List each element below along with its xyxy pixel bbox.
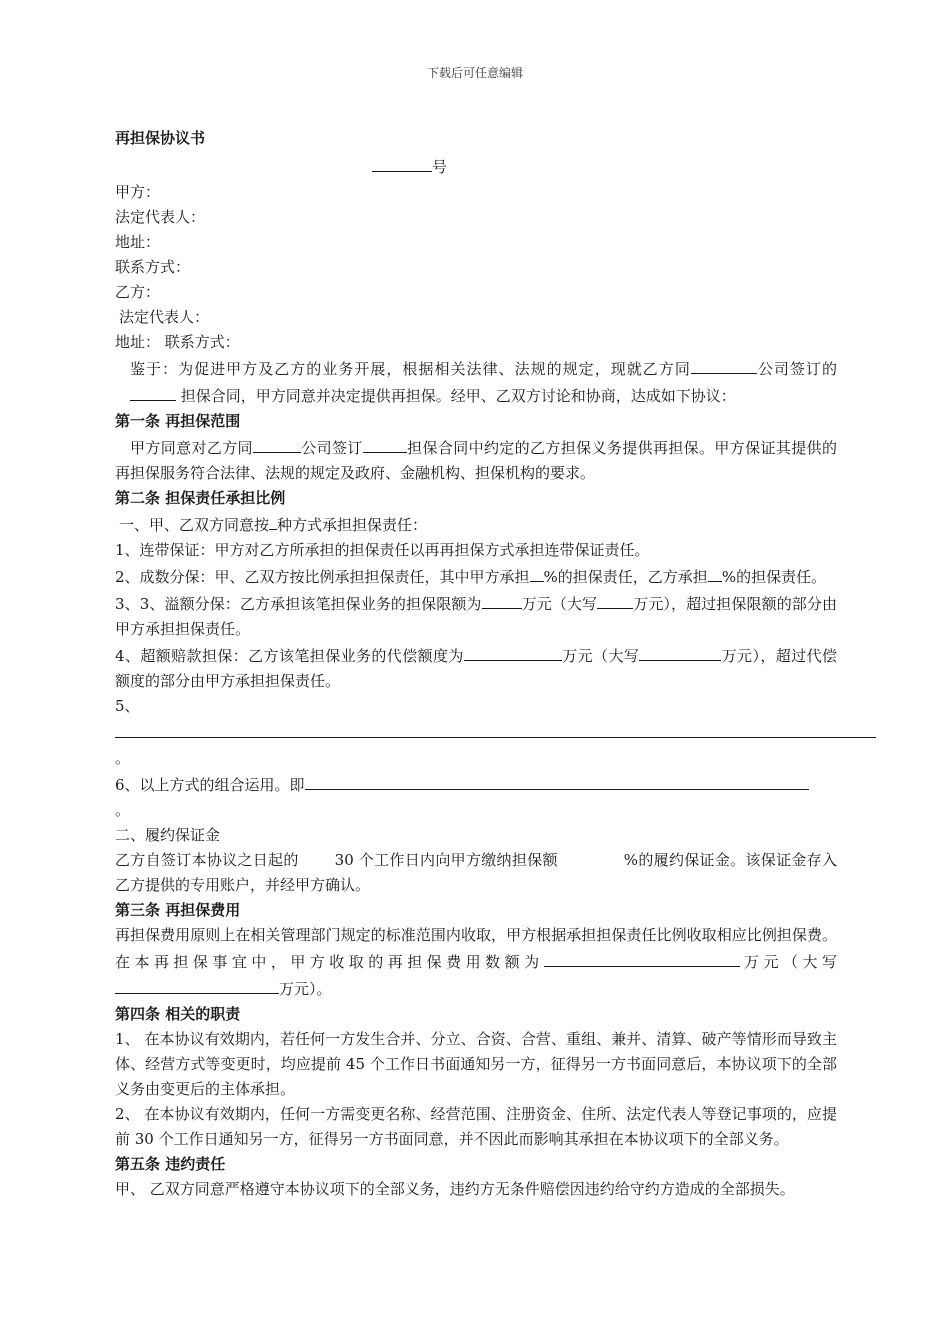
article-2-item-3: 3、3、溢额分保：乙方承担该笔担保业务的担保限额为 万元（大写 万元），超过担保限额的部分由甲方承担担保责任。 bbox=[115, 590, 837, 642]
contract-blank bbox=[363, 434, 407, 453]
document-body bbox=[115, 126, 837, 1202]
article-5-text: 甲、 乙双方同意严格遵守本协议项下的全部义务，违约方无条件赔偿因违约给守约方造成的全部损失。 bbox=[115, 1180, 795, 1198]
article-4-heading: 第四条 相关的职责 bbox=[115, 1005, 241, 1023]
party-a-rep: 法定代表人： bbox=[115, 208, 206, 226]
article-2-item-4: 4、超额赔款担保：乙方该笔担保业务的代偿额度为 万元（大写 万元），超过代偿额度的部分由甲方承担担保责任。 bbox=[115, 642, 837, 694]
article-1-text: 甲方同意对乙方同 公司签订 担保合同中约定的乙方担保义务提供再担保。甲方保证其提供的再担保服务符合法律、法规的规定及政府、金融机构、担保机构的要求。 bbox=[115, 434, 837, 486]
company-blank bbox=[253, 434, 301, 453]
article-1-heading: 第一条 再担保范围 bbox=[115, 412, 241, 430]
article-3-text: 再担保费用原则上在相关管理部门规定的标准范围内收取，甲方根据承担担保责任比例收取相应比例担保费。在本再担保事宜中，甲方收取的再担保费用数额为 万元（大写万元）。 bbox=[115, 926, 837, 998]
number-blank bbox=[372, 153, 432, 172]
party-a-contact: 联系方式： bbox=[115, 258, 191, 276]
article-5-heading: 第五条 违约责任 bbox=[115, 1155, 226, 1173]
deposit-text: 乙方自签订本协议之日起的 30 个工作日内向甲方缴纳担保额 %的履约保证金。该保证金存入乙方提供的专用账户，并经甲方确认。 bbox=[115, 851, 837, 894]
preamble: 鉴于：为促进甲方及乙方的业务开展，根据相关法律、法规的规定，现就乙方同 公司签订的 担保合同，甲方同意并决定提供再担保。经甲、乙双方讨论和协商，达成如下协议： bbox=[115, 355, 837, 409]
document-title: 再担保协议书 bbox=[115, 129, 206, 147]
article-2-item-1: 1、连带保证：甲方对乙方所承担的担保责任以再再担保方式承担连带保证责任。 bbox=[115, 541, 650, 559]
article-4-item-1: 1、 在本协议有效期内，若任何一方发生合并、分立、合资、合营、重组、兼并、清算、破产等情形而导致主体、经营方式等变更时，均应提前 45 个工作日书面通知另一方，征得另一方书面同意后，本协议项下的全部义务由变更后的主体承担。 bbox=[115, 1030, 837, 1098]
deposit-heading: 二、履约保证金 bbox=[115, 826, 221, 844]
article-4-item-2: 2、 在本协议有效期内，任何一方需变更名称、经营范围、注册资金、住所、法定代表人等登记事项的，应提前 30 个工作日通知另一方，征得另一方书面同意，并不因此而影响其承担在本协议项下的全部义务。 bbox=[115, 1105, 837, 1148]
article-2-heading: 第二条 担保责任承担比例 bbox=[115, 489, 286, 507]
contract-blank bbox=[130, 382, 176, 401]
header-note: 下载后可任意编辑 bbox=[426, 66, 523, 80]
company-blank bbox=[691, 355, 757, 374]
article-2-item-2: 2、成数分保：甲、乙双方按比例承担担保责任，其中甲方承担 %的担保责任，乙方承担 %的担保责任。 bbox=[115, 563, 837, 590]
party-a: 甲方： bbox=[115, 183, 161, 201]
article-3-heading: 第三条 再担保费用 bbox=[115, 901, 241, 919]
article-2-intro: 一、甲、乙双方同意按 种方式承担担保责任： bbox=[115, 511, 837, 538]
article-2-item-5-end: 。 bbox=[115, 749, 131, 767]
party-b-rep: 法定代表人： bbox=[119, 308, 210, 326]
item-6-blank bbox=[305, 771, 809, 790]
article-2-item-5: 5、 bbox=[115, 694, 837, 746]
document-number: 号 bbox=[372, 153, 837, 180]
party-b: 乙方： bbox=[115, 283, 161, 301]
article-2-item-6: 6、以上方式的组合运用。即 bbox=[115, 771, 837, 798]
method-blank bbox=[269, 511, 277, 530]
party-b-address-contact: 地址： 联系方式： bbox=[115, 333, 240, 351]
article-2-item-6-end: 。 bbox=[115, 801, 131, 819]
item-5-blank bbox=[115, 719, 876, 738]
party-a-address: 地址： bbox=[115, 233, 161, 251]
